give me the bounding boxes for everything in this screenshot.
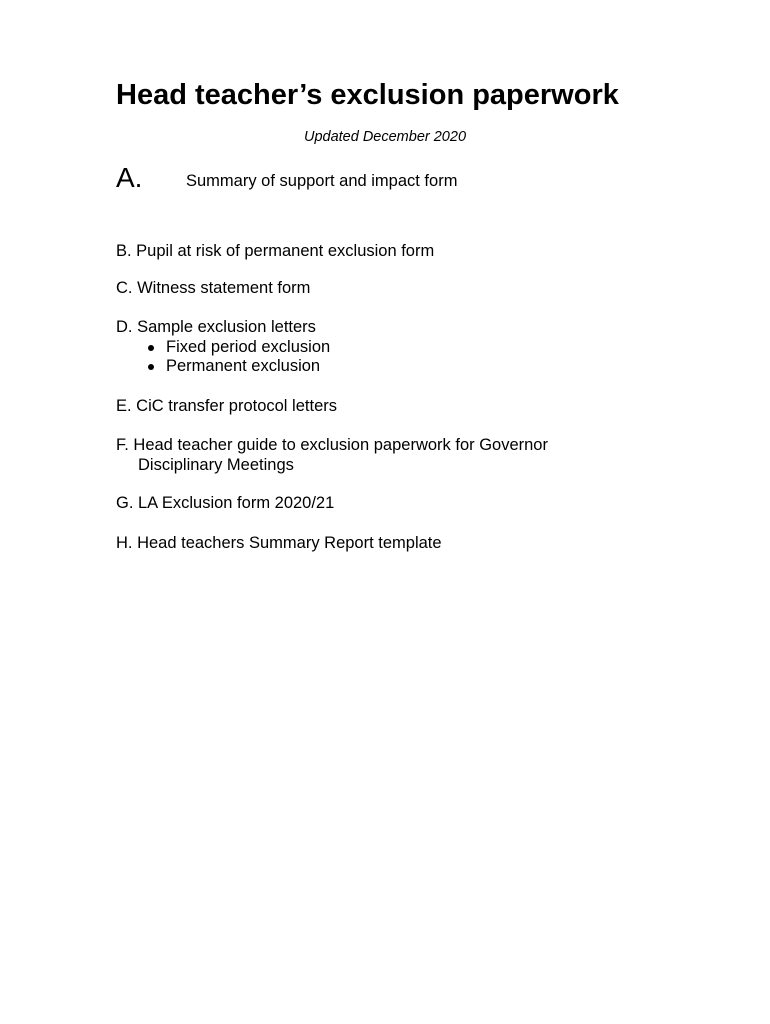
item-a-letter: A. <box>116 162 143 193</box>
list-item-b: B. Pupil at risk of permanent exclusion form <box>116 242 435 260</box>
bullet-icon <box>148 364 154 370</box>
list-item-f <box>116 435 548 475</box>
bullet-icon <box>148 345 154 351</box>
bullet-item <box>146 338 330 357</box>
bullet-item <box>146 357 330 376</box>
document-title: Head teacher’s exclusion paperwork <box>116 79 619 111</box>
item-f-line2: Disciplinary Meetings <box>138 456 294 474</box>
bullet-text: Fixed period exclusion <box>166 338 331 356</box>
bullet-text: Permanent exclusion <box>166 357 321 375</box>
list-item-c: C. Witness statement form <box>116 279 311 297</box>
item-f-line1: F. Head teacher guide to exclusion paperwork for Governor <box>116 436 548 454</box>
list-item-g: G. LA Exclusion form 2020/21 <box>116 494 335 512</box>
list-item-e: E. CiC transfer protocol letters <box>116 397 337 415</box>
list-item-h: H. Head teachers Summary Report template <box>116 534 442 552</box>
list-item-d: D. Sample exclusion letters <box>116 318 316 336</box>
item-d-bullet-list <box>146 338 330 376</box>
document-subtitle: Updated December 2020 <box>303 129 467 145</box>
item-a-text: Summary of support and impact form <box>186 172 458 190</box>
